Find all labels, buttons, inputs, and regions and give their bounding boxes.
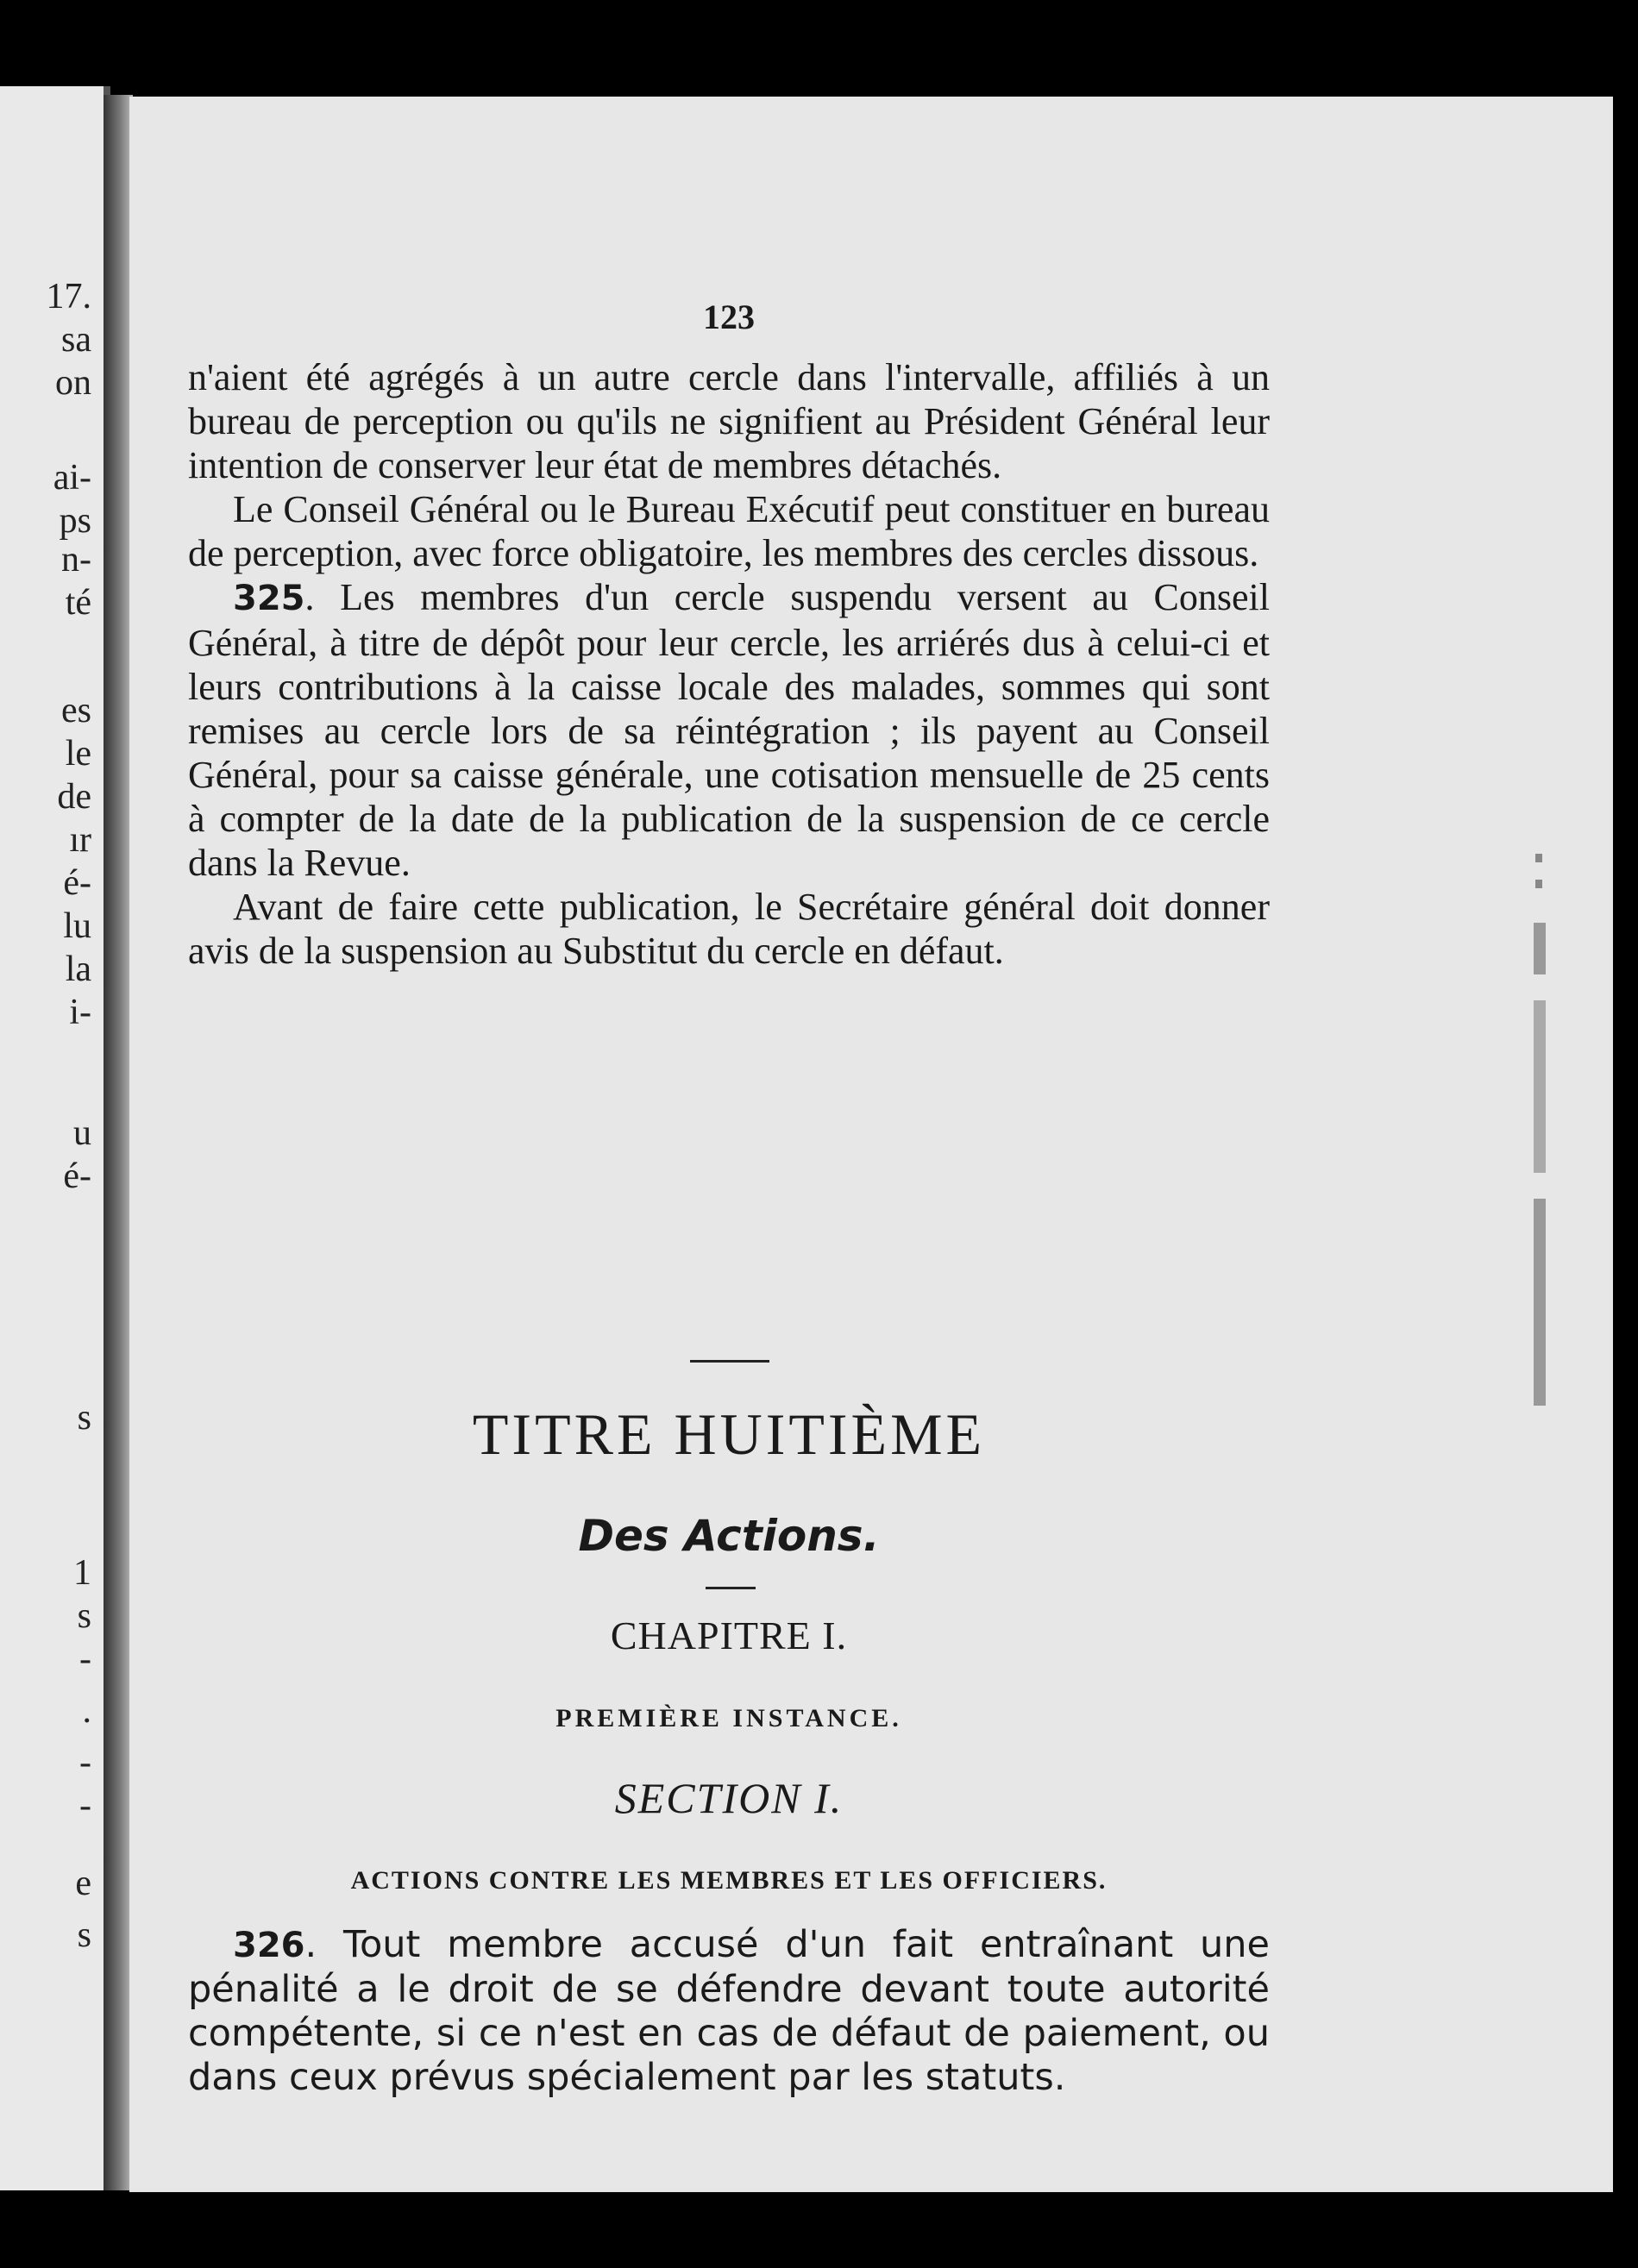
book-page [129, 97, 1613, 2192]
left-page-text: ır [69, 820, 91, 860]
left-page-text: es [61, 691, 91, 730]
article-326-text: . Tout membre accusé d'un fait entraînant une pénalité a le droit de se défendre devant toute autorité compétente, si ce n'est en cas de défaut de paiement, ou dans ceux prévus spécialement par les statuts. [188, 1923, 1270, 2099]
library-stamp [1527, 854, 1558, 1423]
left-page-text: u [73, 1113, 91, 1153]
left-page-text: i- [69, 993, 91, 1032]
left-page-text: - [79, 1786, 91, 1826]
left-page-text: té [65, 583, 91, 623]
left-page-text: n- [61, 540, 91, 580]
article-325-text: . Les membres d'un cercle suspendu versent au Conseil Général, à titre de dépôt pour leur cercle, les arriérés dus à celui-ci et leurs contributions à la caisse locale des malades, sommes qui sont remises au cercle lors de sa réintégration ; ils payent au Conseil Général, pour sa caisse générale, une cotisation mensuelle de 25 cents à compter de la date de la publication de la suspension de ce cercle dans la Revue. [188, 576, 1270, 884]
left-page-text: é- [63, 1156, 91, 1196]
left-page-text: . [82, 1691, 91, 1731]
continued-text [188, 355, 1270, 973]
left-page-text: s [77, 1915, 91, 1955]
left-page-text: - [79, 1743, 91, 1782]
left-page-text: e [75, 1864, 91, 1903]
left-page-text: s [77, 1398, 91, 1438]
left-page-text: lu [63, 906, 91, 946]
page-number: 123 [703, 298, 755, 336]
article-326-number: 326 [233, 1926, 305, 1965]
chapitre-heading: CHAPITRE I. [610, 1613, 848, 1657]
left-page-text: ai- [53, 458, 91, 498]
left-page-text: é- [63, 863, 91, 903]
section-heading: SECTION I. [614, 1774, 844, 1822]
stamp-marks-icon [1527, 854, 1558, 1423]
instance-heading: PREMIÈRE INSTANCE. [555, 1704, 902, 1732]
left-page-text: le [65, 734, 91, 774]
left-page-text: de [57, 777, 91, 817]
left-page-text: on [55, 363, 91, 403]
left-page-text: - [79, 1639, 91, 1679]
separator-rule [690, 1360, 769, 1363]
paragraph-conseil: Le Conseil Général ou le Bureau Exécutif peut constituer en bureau de perception, avec force obligatoire, les membres des cercles dissous. [188, 488, 1270, 574]
book-gutter [104, 95, 133, 2190]
titre-heading: TITRE HUITIÈME [472, 1401, 986, 1467]
left-page-text: la [65, 949, 91, 989]
left-page-text: sa [61, 320, 91, 360]
article-325 [188, 575, 1270, 885]
article-326 [188, 1923, 1270, 2100]
left-page-text: ps [59, 501, 91, 541]
subtitle-heading: Des Actions. [578, 1511, 880, 1561]
left-page-fragment [0, 86, 110, 2190]
article-326-block [188, 1923, 1270, 2100]
small-rule [706, 1587, 756, 1589]
article-325-number: 325 [233, 579, 305, 618]
paragraph-continued: n'aient été agrégés à un autre cercle dans l'intervalle, affiliés à un bureau de perception ou qu'ils ne signifient au Président Général leur intention de conserver leur état de membres détachés. [188, 356, 1270, 486]
left-page-text: 1 [73, 1553, 91, 1593]
left-page-text: s [77, 1596, 91, 1636]
left-page-text: 17. [46, 277, 91, 316]
actions-heading: ACTIONS CONTRE LES MEMBRES ET LES OFFICIERS. [350, 1866, 1108, 1895]
paragraph-avant: Avant de faire cette publication, le Secrétaire général doit donner avis de la suspension au Substitut du cercle en défaut. [188, 886, 1270, 972]
